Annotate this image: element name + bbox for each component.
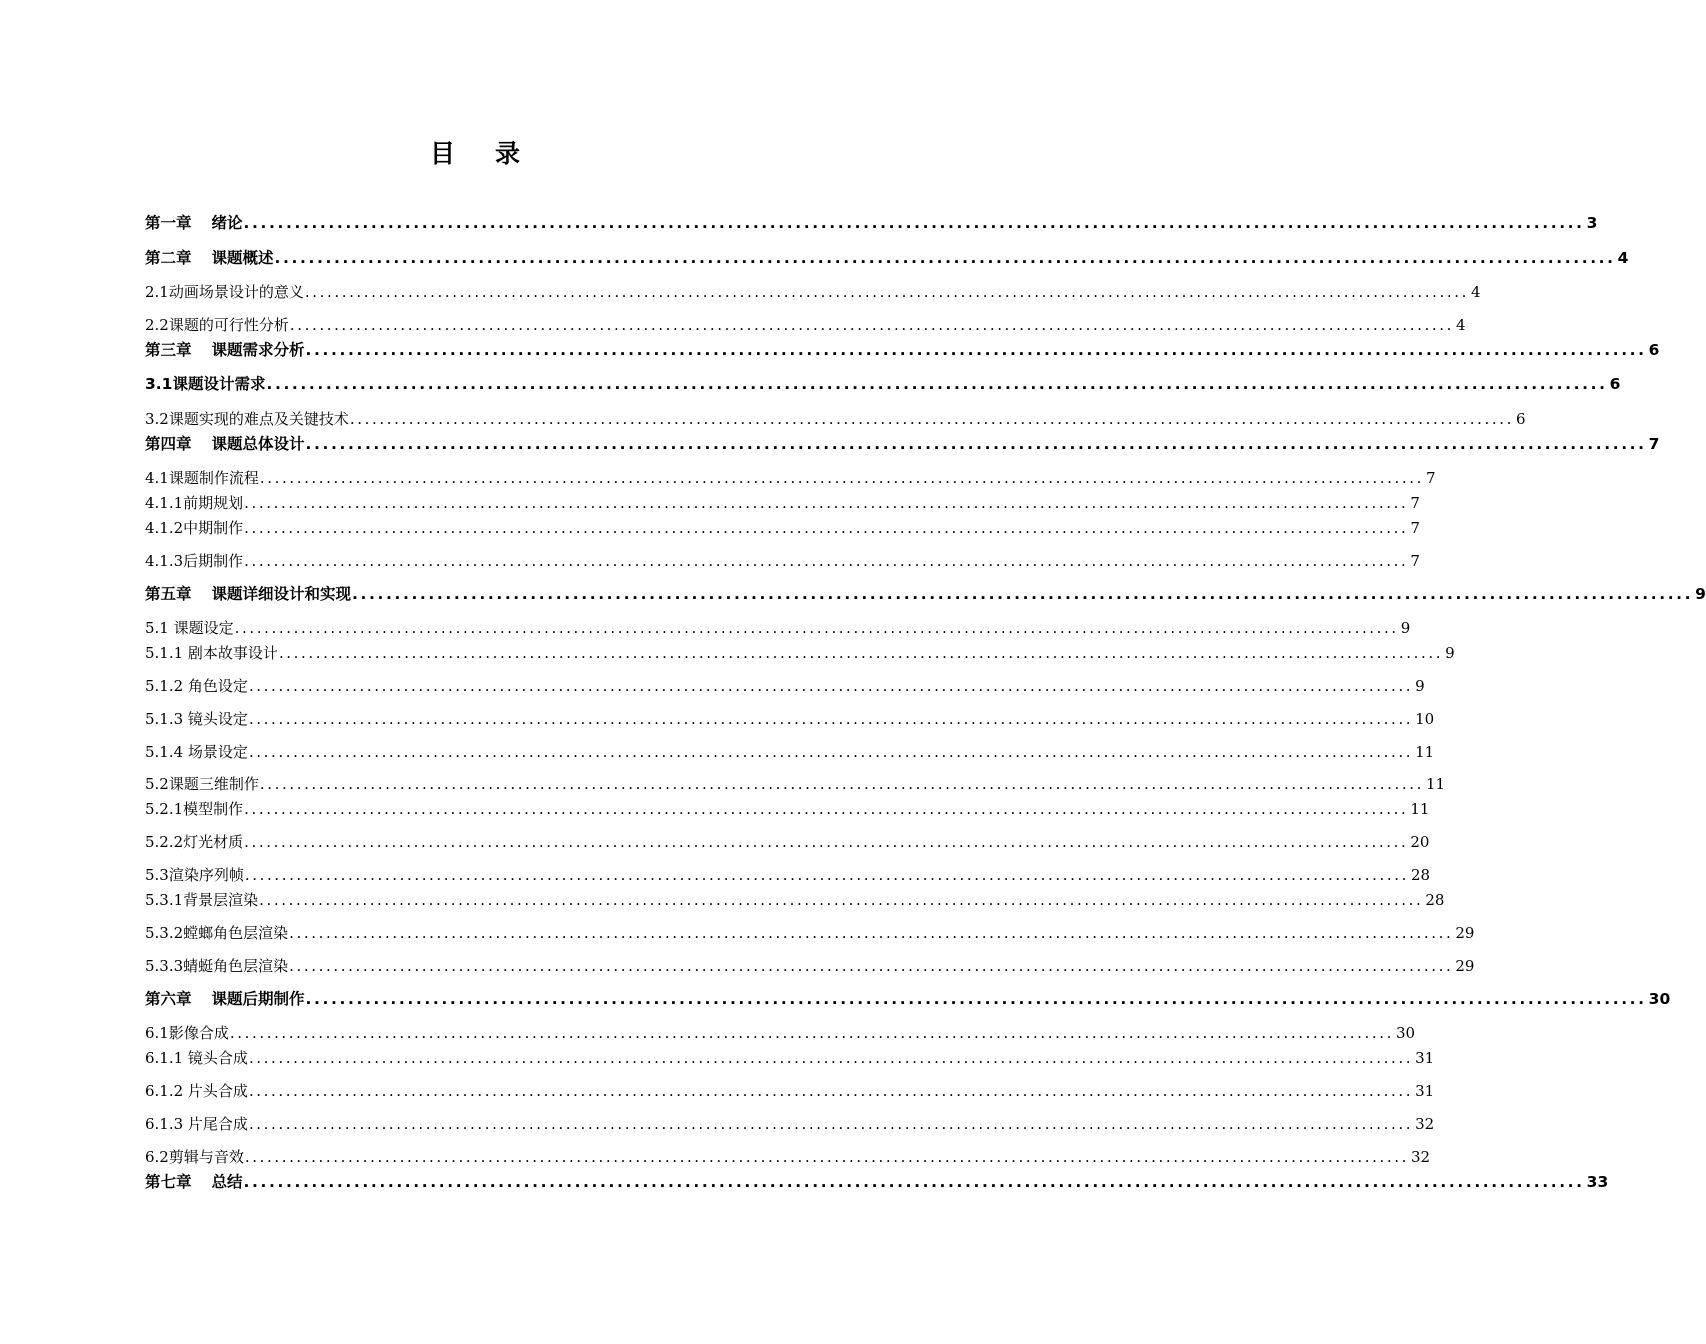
toc-dot-leader: ..............................................................................................................................................................	[244, 800, 1409, 818]
toc-page-number: 33	[1586, 1173, 1609, 1191]
toc-entry-label	[145, 433, 305, 455]
toc-chapter-number: 第六章	[145, 990, 192, 1008]
toc-dot-leader: ..............................................................................................................................................................	[244, 519, 1409, 537]
toc-entry-label: 6.1.3 片尾合成	[145, 1115, 248, 1133]
toc-section-entry[interactable]	[145, 773, 1446, 795]
toc-section-entry[interactable]	[145, 314, 1466, 336]
toc-entry-label: 5.1.3 镜头设定	[145, 710, 248, 728]
toc-chapter-number: 第二章	[145, 249, 192, 267]
toc-entry-label: 5.2.1模型制作	[145, 800, 244, 818]
toc-section-entry[interactable]	[145, 955, 1475, 977]
toc-chapter-name: 课题总体设计	[211, 435, 305, 453]
toc-page-number: 4	[1617, 249, 1629, 267]
toc-page-number: 29	[1455, 924, 1475, 942]
toc-section-entry[interactable]	[145, 492, 1420, 514]
toc-chapter-entry[interactable]	[145, 212, 1598, 234]
toc-chapter-name: 总结	[211, 1173, 243, 1191]
toc-section-entry[interactable]	[145, 281, 1481, 303]
toc-entry-label: 4.1.3后期制作	[145, 552, 244, 570]
toc-page-number: 7	[1410, 494, 1420, 512]
toc-chapter-number: 第一章	[145, 214, 192, 232]
toc-page-number: 30	[1396, 1024, 1416, 1042]
toc-page-number: 9	[1695, 585, 1706, 603]
toc-dot-leader: ..............................................................................................................................................................	[244, 833, 1409, 851]
toc-page-number: 32	[1415, 1115, 1435, 1133]
toc-section-entry[interactable]	[145, 408, 1526, 430]
toc-section-entry[interactable]	[145, 550, 1420, 572]
toc-section-entry[interactable]	[145, 1080, 1435, 1102]
toc-chapter-name: 课题后期制作	[211, 990, 305, 1008]
toc-entry-label: 4.1.1前期规划	[145, 494, 244, 512]
toc-entry-label: 5.3渲染序列帧	[145, 866, 244, 884]
toc-dot-leader: ..............................................................................................................................................................	[244, 866, 1410, 884]
toc-dot-leader: ..............................................................................................................................................................	[234, 619, 1399, 637]
toc-page-number: 4	[1471, 283, 1481, 301]
toc-chapter-name: 课题需求分析	[211, 341, 305, 359]
toc-page-number: 32	[1411, 1148, 1431, 1166]
toc-dot-leader: ..............................................................................................................................................................	[305, 435, 1647, 453]
toc-chapter-entry[interactable]	[145, 433, 1660, 455]
toc-section-entry[interactable]	[145, 922, 1475, 944]
toc-chapter-entry[interactable]	[145, 339, 1660, 361]
toc-chapter-name: 课题详细设计和实现	[211, 585, 352, 603]
toc-dot-leader: ..............................................................................................................................................................	[229, 1024, 1395, 1042]
toc-page-number: 31	[1415, 1049, 1435, 1067]
toc-entry-label: 6.1.2 片头合成	[145, 1082, 248, 1100]
toc-entry-label: 4.1.2中期制作	[145, 519, 244, 537]
toc-page-number: 6	[1648, 341, 1660, 359]
toc-entry-label: 5.1.2 角色设定	[145, 677, 248, 695]
toc-entry-label: 2.2课题的可行性分析	[145, 316, 289, 334]
toc-title-char-1: 目	[429, 139, 455, 168]
toc-chapter-number: 第七章	[145, 1173, 192, 1191]
toc-dot-leader: ..............................................................................................................................................................	[289, 957, 1454, 975]
toc-section-entry[interactable]	[145, 741, 1435, 763]
toc-chapter-number: 第五章	[145, 585, 192, 603]
toc-page-number: 9	[1445, 644, 1455, 662]
toc-page-number: 9	[1400, 619, 1411, 637]
toc-page-number: 11	[1426, 775, 1446, 793]
toc-entry-label: 5.3.1背景层渲染	[145, 891, 259, 909]
toc-dot-leader: ..............................................................................................................................................................	[278, 644, 1444, 662]
toc-dot-leader: ..............................................................................................................................................................	[304, 283, 1470, 301]
toc-section-entry[interactable]	[145, 642, 1455, 664]
toc-entry-label: 6.1影像合成	[145, 1024, 229, 1042]
toc-dot-leader: ..............................................................................................................................................................	[289, 924, 1454, 942]
toc-section-entry[interactable]	[145, 1047, 1435, 1069]
toc-entry-label: 5.1.4 场景设定	[145, 743, 248, 761]
toc-page-number: 6	[1516, 410, 1526, 428]
toc-dot-leader: ..............................................................................................................................................................	[243, 1173, 1585, 1191]
toc-dot-leader: ..............................................................................................................................................................	[248, 710, 1414, 728]
toc-page-number: 10	[1415, 710, 1435, 728]
toc-entry-label: 5.3.3蜻蜓角色层渲染	[145, 957, 289, 975]
toc-entry-label	[145, 339, 305, 361]
toc-section-entry[interactable]	[145, 864, 1431, 886]
toc-dot-leader: ..............................................................................................................................................................	[244, 552, 1409, 570]
toc-dot-leader: ..............................................................................................................................................................	[289, 316, 1455, 334]
toc-dot-leader: ..............................................................................................................................................................	[248, 743, 1414, 761]
toc-section-entry[interactable]	[145, 831, 1430, 853]
toc-section-entry[interactable]	[145, 1113, 1435, 1135]
toc-entry-label: 3.1课题设计需求	[145, 375, 266, 393]
toc-entry-label: 5.1.1 剧本故事设计	[145, 644, 278, 662]
toc-dot-leader: ..............................................................................................................................................................	[274, 249, 1616, 267]
toc-chapter-entry[interactable]	[145, 247, 1629, 269]
toc-dot-leader: ..............................................................................................................................................................	[244, 494, 1409, 512]
toc-entry-label: 3.2课题实现的难点及关键技术	[145, 410, 349, 428]
toc-dot-leader: ..............................................................................................................................................................	[349, 410, 1515, 428]
toc-entry-label	[145, 583, 351, 605]
toc-page-number: 29	[1455, 957, 1475, 975]
toc-entry-label: 5.1 课题设定	[145, 619, 234, 637]
toc-dot-leader: ..............................................................................................................................................................	[248, 1082, 1414, 1100]
toc-dot-leader: ..............................................................................................................................................................	[305, 990, 1647, 1008]
toc-entry-label: 5.3.2螳螂角色层渲染	[145, 924, 289, 942]
toc-page-number: 7	[1426, 469, 1436, 487]
toc-dot-leader: ..............................................................................................................................................................	[244, 1148, 1410, 1166]
toc-page-number: 6	[1609, 375, 1621, 393]
toc-page-number: 7	[1410, 552, 1420, 570]
toc-page-number: 28	[1425, 891, 1445, 909]
toc-section-entry[interactable]	[145, 1022, 1416, 1044]
toc-chapter-name: 课题概述	[211, 249, 274, 267]
toc-page-number: 28	[1411, 866, 1431, 884]
toc-chapter-entry[interactable]	[145, 1171, 1609, 1193]
toc-dot-leader: ..............................................................................................................................................................	[243, 214, 1585, 232]
toc-chapter-number: 第三章	[145, 341, 192, 359]
toc-entry-label: 4.1课题制作流程	[145, 469, 259, 487]
toc-entry-label: 2.1动画场景设计的意义	[145, 283, 304, 301]
toc-entry-label	[145, 212, 243, 234]
toc-entry-label	[145, 1171, 243, 1193]
toc-entry-label	[145, 247, 274, 269]
toc-page-number: 11	[1410, 800, 1430, 818]
toc-section-entry[interactable]	[145, 708, 1435, 730]
toc-page-number: 11	[1415, 743, 1435, 761]
toc-page-number: 31	[1415, 1082, 1435, 1100]
toc-dot-leader: ..............................................................................................................................................................	[248, 677, 1414, 695]
toc-section-entry[interactable]	[145, 798, 1430, 820]
toc-section-entry[interactable]	[145, 1146, 1431, 1168]
toc-page-number: 20	[1410, 833, 1430, 851]
toc-page-number: 4	[1456, 316, 1466, 334]
toc-chapter-entry[interactable]	[145, 583, 1706, 605]
toc-chapter-name: 绪论	[211, 214, 243, 232]
toc-dot-leader: ..............................................................................................................................................................	[248, 1049, 1414, 1067]
toc-page-number: 7	[1648, 435, 1660, 453]
toc-chapter-entry[interactable]	[145, 988, 1671, 1010]
toc-section-entry[interactable]	[145, 467, 1436, 489]
toc-section-entry[interactable]	[145, 675, 1425, 697]
toc-dot-leader: ..............................................................................................................................................................	[259, 775, 1425, 793]
toc-dot-leader: ..............................................................................................................................................................	[352, 585, 1694, 603]
toc-entry-label: 6.2剪辑与音效	[145, 1148, 244, 1166]
toc-page-number: 30	[1648, 990, 1671, 1008]
toc-title	[0, 134, 950, 170]
toc-dot-leader: ..............................................................................................................................................................	[305, 341, 1647, 359]
toc-section-entry[interactable]	[145, 373, 1621, 395]
toc-entry-label	[145, 988, 305, 1010]
toc-entry-label: 6.1.1 镜头合成	[145, 1049, 248, 1067]
toc-entry-label: 5.2课题三维制作	[145, 775, 259, 793]
toc-dot-leader: ..............................................................................................................................................................	[259, 469, 1425, 487]
toc-page-number: 3	[1586, 214, 1598, 232]
toc-page-number: 7	[1410, 519, 1420, 537]
toc-section-entry[interactable]	[145, 617, 1411, 639]
toc-chapter-number: 第四章	[145, 435, 192, 453]
toc-section-entry[interactable]	[145, 517, 1420, 539]
toc-entry-label: 5.2.2灯光材质	[145, 833, 244, 851]
toc-page-number: 9	[1415, 677, 1425, 695]
toc-dot-leader: ..............................................................................................................................................................	[259, 891, 1424, 909]
toc-dot-leader: ..............................................................................................................................................................	[266, 375, 1608, 393]
toc-title-char-2: 录	[495, 139, 521, 168]
toc-section-entry[interactable]	[145, 889, 1445, 911]
toc-dot-leader: ..............................................................................................................................................................	[248, 1115, 1414, 1133]
